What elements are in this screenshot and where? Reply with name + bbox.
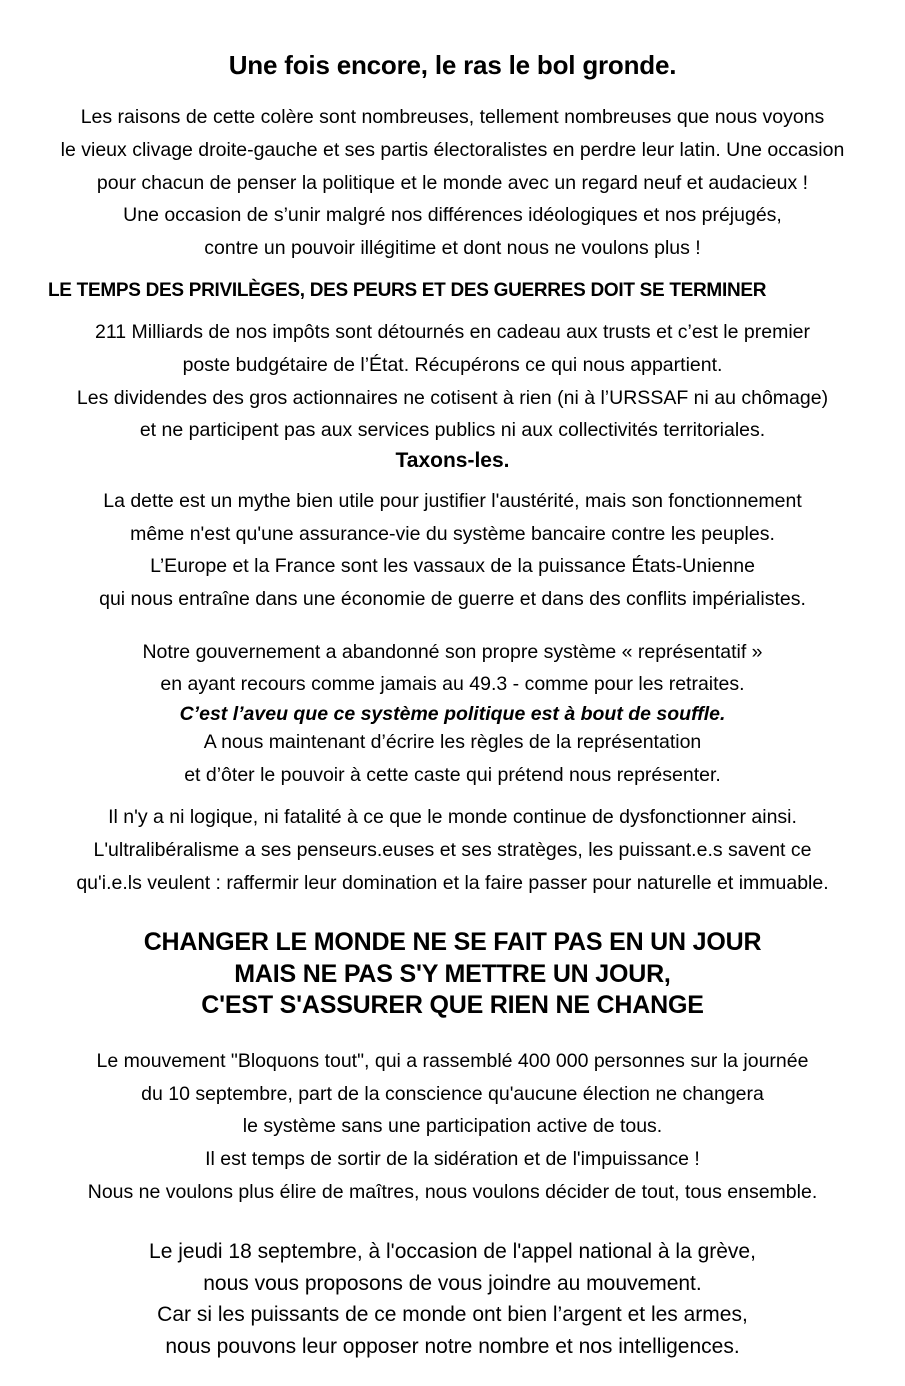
closing-line: Car si les puissants de ce monde ont bien l’argent et les armes,: [157, 1303, 748, 1327]
government-line: et d’ôter le pouvoir à cette caste qui prétend nous représenter.: [184, 763, 721, 786]
big-heading-line: MAIS NE PAS S'Y METTRE UN JOUR,: [234, 959, 671, 988]
movement-line: le système sans une participation active de tous.: [242, 1115, 663, 1138]
movement-line: du 10 septembre, part de la conscience qu'aucune élection ne changera: [141, 1082, 764, 1105]
taxes-line: poste budgétaire de l’État. Récupérons ce qui nous appartient.: [182, 354, 723, 377]
closing-line: nous vous proposons de vous joindre au mouvement.: [203, 1271, 702, 1295]
logic-line: Il n'y a ni logique, ni fatalité à ce que le monde continue de dysfonctionner ainsi.: [108, 806, 797, 829]
intro-line: Les raisons de cette colère sont nombreuses, tellement nombreuses que nous voyons: [80, 106, 825, 129]
government-paragraph: [48, 638, 857, 790]
spacer: [48, 628, 857, 638]
movement-line: Le mouvement "Bloquons tout", qui a rassemblé 400 000 personnes sur la journée: [96, 1050, 809, 1073]
movement-line: Nous ne voulons plus élire de maîtres, nous voulons décider de tout, tous ensemble.: [87, 1180, 818, 1203]
taxes-line: et ne participent pas aux services publics ni aux collectivités territoriales.: [139, 419, 766, 442]
debt-paragraph: [48, 487, 857, 614]
debt-line: même n'est qu'une assurance-vie du système bancaire contre les peuples.: [130, 522, 775, 545]
government-line: Notre gouvernement a abandonné son propre système « représentatif »: [142, 640, 763, 663]
big-heading-line: C'EST S'ASSURER QUE RIEN NE CHANGE: [201, 990, 704, 1019]
page-title: Une fois encore, le ras le bol gronde.: [228, 50, 677, 80]
taxes-line: 211 Milliards de nos impôts sont détournés en cadeau aux trusts et c’est le premier: [94, 321, 810, 344]
logic-line: L'ultralibéralisme a ses penseurs.euses et ses stratèges, les puissant.e.s savent ce: [93, 839, 812, 861]
logic-paragraph: [48, 803, 857, 897]
section-heading-privileges: LE TEMPS DES PRIVILÈGES, DES PEURS ET DES GUERRES DOIT SE TERMINER: [48, 280, 767, 302]
aveu-emphasis: C’est l’aveu que ce système politique est à bout de souffle.: [179, 703, 726, 726]
intro-line: le vieux clivage droite-gauche et ses partis électoralistes en perdre leur latin. Une occasion: [60, 138, 845, 161]
closing-line: nous pouvons leur opposer notre nombre et nos intelligences.: [165, 1334, 740, 1358]
section-heading-changer-le-monde: [48, 927, 857, 1021]
taxes-paragraph: [48, 318, 857, 473]
closing-paragraph: [48, 1236, 857, 1362]
logic-line: qu'i.e.ls veulent : raffermir leur domination et la faire passer pour naturelle et immuable.: [76, 871, 829, 894]
intro-paragraph: [48, 103, 857, 262]
debt-line: L’Europe et la France sont les vassaux de la puissance États-Unienne: [150, 555, 755, 578]
government-line: en ayant recours comme jamais au 49.3 - comme pour les retraites.: [160, 673, 745, 696]
big-heading-line: CHANGER LE MONDE NE SE FAIT PAS EN UN JOUR: [143, 928, 762, 957]
government-line: A nous maintenant d’écrire les règles de la représentation: [203, 731, 702, 754]
closing-line: Le jeudi 18 septembre, à l'occasion de l'appel national à la grève,: [149, 1240, 756, 1264]
taxons-les-emphasis: Taxons-les.: [395, 449, 510, 473]
movement-paragraph: [48, 1047, 857, 1206]
intro-line: Une occasion de s’unir malgré nos différences idéologiques et nos préjugés,: [123, 204, 782, 227]
debt-line: qui nous entraîne dans une économie de guerre et dans des conflits impérialistes.: [99, 588, 806, 611]
debt-line: La dette est un mythe bien utile pour justifier l'austérité, mais son fonctionnement: [103, 490, 802, 513]
taxes-line: Les dividendes des gros actionnaires ne cotisent à rien (ni à l’URSSAF ni au chômage): [76, 386, 829, 409]
intro-line: contre un pouvoir illégitime et dont nous ne voulons plus !: [204, 236, 701, 259]
movement-line: Il est temps de sortir de la sidération et de l'impuissance !: [205, 1148, 700, 1171]
intro-line: pour chacun de penser la politique et le monde avec un regard neuf et audacieux !: [96, 171, 809, 194]
